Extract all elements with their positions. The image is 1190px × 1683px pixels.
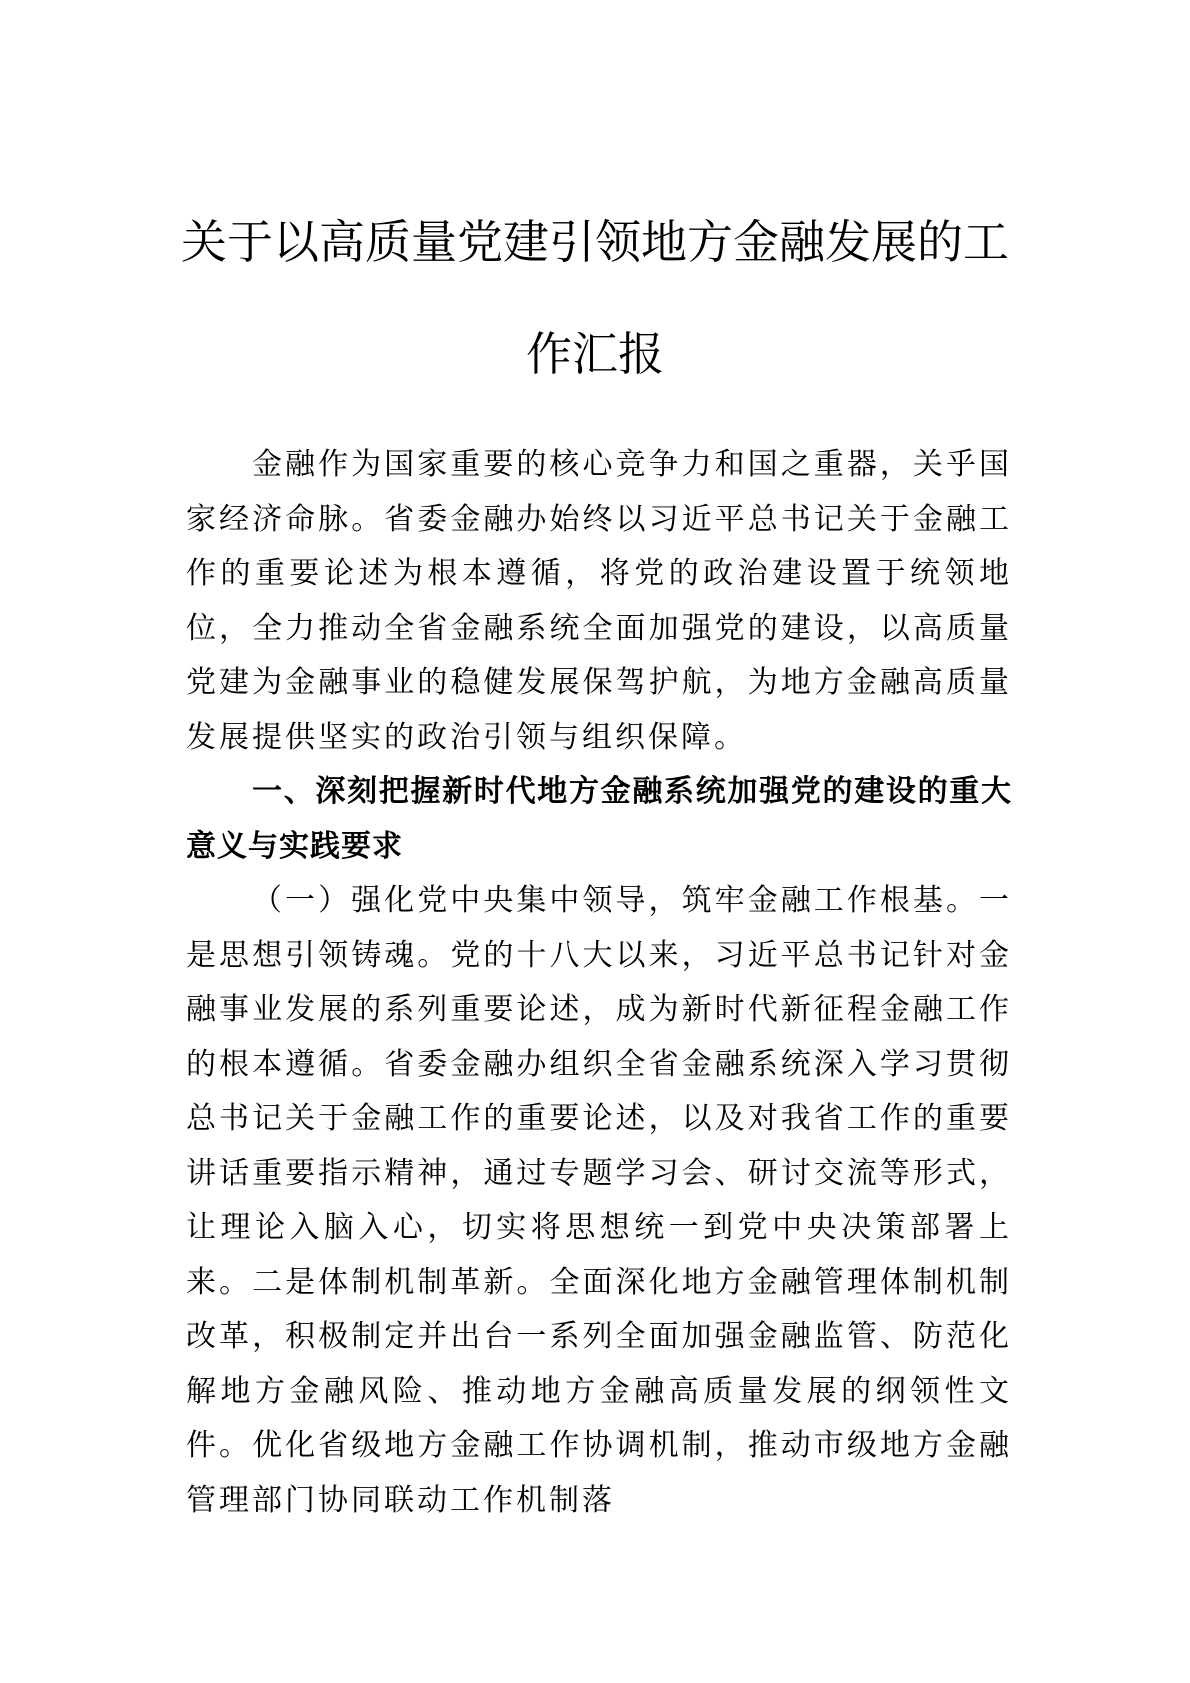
document-body	[186, 438, 1012, 1528]
section-heading: 一、深刻把握新时代地方金融系统加强党的建设的重大意义与实践要求	[186, 774, 1012, 864]
intro-paragraph: 金融作为国家重要的核心竞争力和国之重器，关乎国家经济命脉。省委金融办始终以习近平总书记关于金融工作的重要论述为根本遵循，将党的政治建设置于统领地位，全力推动全省金融系统全面加强党的建设，以高质量党建为金融事业的稳健发展保驾护航，为地方金融高质量发展提供坚实的政治引领与组织保障。	[186, 447, 1012, 755]
document-title: 关于以高质量党建引领地方金融发展的工作汇报	[181, 215, 1009, 381]
section-paragraph: （一）强化党中央集中领导，筑牢金融工作根基。一是思想引领铸魂。党的十八大以来，习近平总书记针对金融事业发展的系列重要论述，成为新时代新征程金融工作的根本遵循。省委金融办组织全省金融系统深入学习贯彻总书记关于金融工作的重要论述，以及对我省工作的重要讲话重要指示精神，通过专题学习会、研讨交流等形式，让理论入脑入心，切实将思想统一到党中央决策部署上来。二是体制机制革新。全面深化地方金融管理体制机制改革，积极制定并出台一系列全面加强金融监管、防范化解地方金融风险、推动地方金融高质量发展的纲领性文件。优化省级地方金融工作协调机制，推动市级地方金融管理部门协同联动工作机制落	[186, 883, 1012, 1518]
